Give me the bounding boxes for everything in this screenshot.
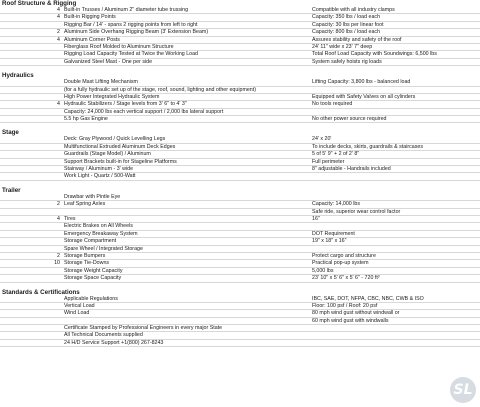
- spec-qty-cell: 4: [57, 215, 60, 222]
- spec-spec-cell: IBC, SAE, DOT, NFPA, CBC, NBC, CWB & ISO: [312, 295, 424, 302]
- spec-row: [0, 238, 480, 245]
- spec-desc-cell: 5.5 hp Gas Engine: [64, 116, 108, 123]
- spec-qty-cell: [0, 151, 64, 157]
- spec-spec-cell: [312, 223, 480, 229]
- spec-row: [0, 216, 480, 223]
- spec-qty-cell: [0, 116, 64, 122]
- spec-spec-cell: [312, 109, 480, 115]
- spec-spec-cell: 80 mph wind gust without windwall or: [312, 310, 400, 317]
- spec-qty-cell: [0, 318, 64, 324]
- spec-spec-cell: [312, 325, 480, 331]
- spec-qty-cell: [0, 238, 64, 244]
- spec-desc-cell: Guardrails (Stage Model) / Aluminum: [64, 151, 151, 158]
- spec-spec-cell: Total Roof Load Capacity with Soundwings: 6,500 lbs: [312, 51, 437, 58]
- spec-desc-cell: Built-in Rigging Points: [64, 14, 116, 21]
- spec-spec-cell: [312, 173, 480, 179]
- spec-row: [0, 253, 480, 260]
- spec-qty-cell: [0, 159, 64, 165]
- spec-row: [0, 7, 480, 14]
- spec-row: [0, 22, 480, 29]
- spec-desc-cell: Rigging Load Capacity Tested at Twice the Working Load: [64, 51, 198, 58]
- spec-qty-cell: [0, 144, 64, 150]
- spec-row: [0, 310, 480, 317]
- spec-qty-cell: 4: [57, 101, 60, 108]
- spec-row: [0, 116, 480, 123]
- spec-row: [0, 29, 480, 36]
- spec-qty-cell: [0, 340, 64, 346]
- spec-row: [0, 318, 480, 325]
- spec-row: [0, 340, 480, 347]
- spec-desc-cell: Rigging Bar / 14' - spans 2 rigging points from left to right: [64, 21, 198, 28]
- spec-desc-cell: Support Brackets built-in for Stageline Platforms: [64, 158, 177, 165]
- spec-spec-cell: 19" x 18" x 16": [312, 238, 347, 245]
- spec-qty-cell: 2: [57, 201, 60, 208]
- spec-spec-cell: Compatible with all industry clamps: [312, 7, 395, 13]
- spec-row: [0, 14, 480, 21]
- spec-spec-cell: 16": [312, 215, 320, 222]
- spec-qty-cell: [0, 223, 64, 229]
- spec-row: [0, 151, 480, 158]
- spec-desc-cell: Wind Load: [64, 310, 90, 317]
- spec-qty-cell: [0, 325, 64, 331]
- spec-spec-cell: [312, 194, 480, 200]
- spec-qty-cell: 2: [57, 252, 60, 259]
- spec-desc-cell: Storage Compartment: [64, 238, 117, 245]
- spec-row: [0, 275, 480, 282]
- spec-row: [0, 201, 480, 208]
- spec-qty-cell: [0, 44, 64, 50]
- spec-qty-cell: [0, 109, 64, 115]
- spec-spec-cell: 5 of 5' 9" + 2 of 2' 8": [312, 151, 360, 158]
- spec-spec-cell: DOT Requirement: [312, 230, 355, 237]
- spec-spec-cell: Practical pop-up system: [312, 260, 369, 267]
- spec-row: [0, 209, 480, 216]
- spec-row: [0, 260, 480, 267]
- spec-qty-cell: 4: [57, 36, 60, 43]
- spec-row: [0, 296, 480, 303]
- spec-desc-cell: Storage Bumpers: [64, 252, 106, 259]
- section-title: Stage: [2, 129, 19, 137]
- spec-row: [0, 51, 480, 58]
- spec-qty-cell: [0, 194, 64, 200]
- spec-row: [0, 159, 480, 166]
- spec-row: [0, 325, 480, 332]
- brand-logo-icon: SL: [450, 377, 476, 403]
- spec-desc-cell: Multifunctional Extruded Aluminum Deck Edges: [64, 143, 176, 150]
- section-title: Roof Structure & Rigging: [2, 0, 77, 7]
- spec-spec-cell: Assures stability and safety of the roof: [312, 36, 402, 43]
- spec-desc-cell: Drawbar with Pintle Eye: [64, 193, 121, 200]
- spec-qty-cell: [0, 166, 64, 172]
- spec-row: [0, 37, 480, 44]
- spec-row: [0, 94, 480, 101]
- spec-qty-cell: [0, 59, 64, 65]
- spec-spec-cell: Lifting Capacity: 3,800 lbs - balanced load: [312, 79, 411, 86]
- spec-spec-cell: To include decks, skirts, guardrails & staircases: [312, 143, 423, 150]
- spec-desc-cell: (for a fully hydraulic set up of the stage, roof, sound, lighting and other equipment): [64, 86, 256, 93]
- spec-qty-cell: [0, 275, 64, 281]
- spec-row: [0, 101, 480, 108]
- spec-row: [0, 144, 480, 151]
- spec-row: [0, 332, 480, 339]
- spec-spec-cell: No tools required: [312, 101, 353, 108]
- spec-desc-cell: Aluminum Side Overhang Rigging Beam (3' Extension Beam): [64, 29, 209, 36]
- spec-spec-cell: 24' x 20': [312, 136, 332, 143]
- spec-desc-cell: 24 H/D Service Support +1(800) 267-8243: [64, 339, 164, 346]
- spec-row: [0, 246, 480, 253]
- spec-spec-cell: Capacity: 14,000 lbs: [312, 201, 360, 208]
- spec-spec-cell: Safe ride, superior wear control factor: [312, 208, 401, 215]
- spec-desc-cell: Fiberglass Roof Molded to Aluminum Structure: [64, 43, 174, 50]
- spec-row: [0, 303, 480, 310]
- spec-qty-cell: [0, 231, 64, 237]
- spec-desc-cell: Work Light - Quartz / 500-Watt: [64, 173, 136, 180]
- spec-desc-cell: Certificate Stamped by Professional Engineers in every major State: [64, 325, 223, 332]
- spec-qty-cell: [0, 22, 64, 28]
- spec-row: [0, 109, 480, 116]
- spec-desc-cell: Storage Space Capacity: [64, 275, 122, 282]
- spec-desc-cell: Double Mast Lifting Mechanism: [64, 79, 138, 86]
- spec-desc-cell: [64, 209, 312, 215]
- spec-desc-cell: All Technical Documents supplied: [64, 332, 143, 339]
- spec-desc-cell: Hydraulic Stabilizers / Stage levels from 3' 6" to 4' 3": [64, 101, 187, 108]
- spec-qty-cell: [0, 310, 64, 316]
- spec-row: [0, 173, 480, 180]
- spec-desc-cell: [64, 318, 312, 324]
- spec-qty-cell: 4: [57, 14, 60, 21]
- spec-spec-cell: 5,000 lbs: [312, 267, 334, 274]
- spec-row: [0, 79, 480, 86]
- spec-desc-cell: Applicable Regulations: [64, 295, 118, 302]
- spec-row: [0, 87, 480, 94]
- spec-spec-cell: 60 mph wind gust with windwalls: [312, 317, 389, 324]
- spec-desc-cell: Built-in Trusses / Aluminum 2" diameter tube trussing: [64, 7, 189, 13]
- spec-qty-cell: [0, 246, 64, 252]
- spec-qty-cell: [0, 94, 64, 100]
- spec-qty-cell: [0, 209, 64, 215]
- spec-qty-cell: 2: [57, 29, 60, 36]
- spec-desc-cell: Storage Weight Capacity: [64, 267, 123, 274]
- spec-spec-cell: No other power source required: [312, 116, 387, 123]
- spec-qty-cell: [0, 296, 64, 302]
- spec-desc-cell: Stairway / Aluminum - 3' wide: [64, 166, 134, 173]
- spec-row: [0, 231, 480, 238]
- spec-desc-cell: Deck: Gray Plywood / Quick Levelling Legs: [64, 136, 166, 143]
- spec-spec-cell: [312, 246, 480, 252]
- spec-desc-cell: Spare Wheel / Integrated Storage: [64, 245, 143, 252]
- spec-row: [0, 268, 480, 275]
- spec-spec-cell: Capacity: 800 lbs / load each: [312, 29, 381, 36]
- spec-qty-cell: [0, 332, 64, 338]
- spec-spec-cell: [312, 87, 480, 93]
- spec-row: [0, 223, 480, 230]
- spec-row: [0, 166, 480, 173]
- spec-qty-cell: 10: [54, 260, 60, 267]
- section-title: Trailer: [2, 186, 21, 194]
- spec-spec-cell: Floor: 100 psf / Roof: 20 psf: [312, 302, 378, 309]
- spec-qty-cell: [0, 87, 64, 93]
- spec-row: [0, 59, 480, 66]
- spec-desc-cell: Galvanized Steel Mast - One per side: [64, 58, 153, 65]
- spec-desc-cell: Aluminum Corner Posts: [64, 36, 120, 43]
- spec-desc-cell: Emergency Breakaway System: [64, 230, 138, 237]
- spec-row: [0, 136, 480, 143]
- spec-qty-cell: [0, 268, 64, 274]
- spec-desc-cell: Capacity: 24,000 lbs each vertical support / 2,000 lbs lateral support: [64, 108, 224, 115]
- spec-spec-cell: Full perimeter: [312, 158, 345, 165]
- spec-spec-cell: [312, 340, 480, 346]
- spec-qty-cell: [0, 136, 64, 142]
- spec-spec-cell: Equipped with Safety Valves on all cylinders: [312, 93, 416, 100]
- spec-desc-cell: High Power Integrated Hydraulic System: [64, 93, 160, 100]
- spec-spec-cell: 23' 10" x 5' 6" x 5' 6" - 720 ft³: [312, 275, 380, 282]
- spec-spec-cell: Capacity: 30 lbs per linear foot: [312, 21, 384, 28]
- spec-qty-cell: 4: [57, 7, 60, 13]
- spec-row: [0, 44, 480, 51]
- spec-row: [0, 194, 480, 201]
- spec-qty-cell: [0, 303, 64, 309]
- spec-desc-cell: Storage Tie-Downs: [64, 260, 110, 267]
- spec-spec-cell: [312, 332, 480, 338]
- spec-desc-cell: Tires: [64, 215, 76, 222]
- spec-desc-cell: Vertical Load: [64, 302, 95, 309]
- spec-qty-cell: [0, 173, 64, 179]
- spec-spec-cell: Capacity: 350 lbs / load each: [312, 14, 381, 21]
- spec-spec-cell: 24' 11" wide x 23' 7" deep: [312, 43, 373, 50]
- spec-qty-cell: [0, 79, 64, 85]
- spec-spec-cell: System safely hoists rig loads: [312, 58, 382, 65]
- spec-spec-cell: Protect cargo and structure: [312, 252, 376, 259]
- spec-qty-cell: [0, 51, 64, 57]
- section-title: Hydraulics: [2, 72, 34, 80]
- section-title: Standards & Certifications: [2, 288, 80, 296]
- spec-desc-cell: Leaf Spring Axles: [64, 201, 106, 208]
- spec-desc-cell: Electric Brakes on All Wheels: [64, 223, 133, 230]
- spec-spec-cell: 8" adjustable - Handrails included: [312, 166, 391, 173]
